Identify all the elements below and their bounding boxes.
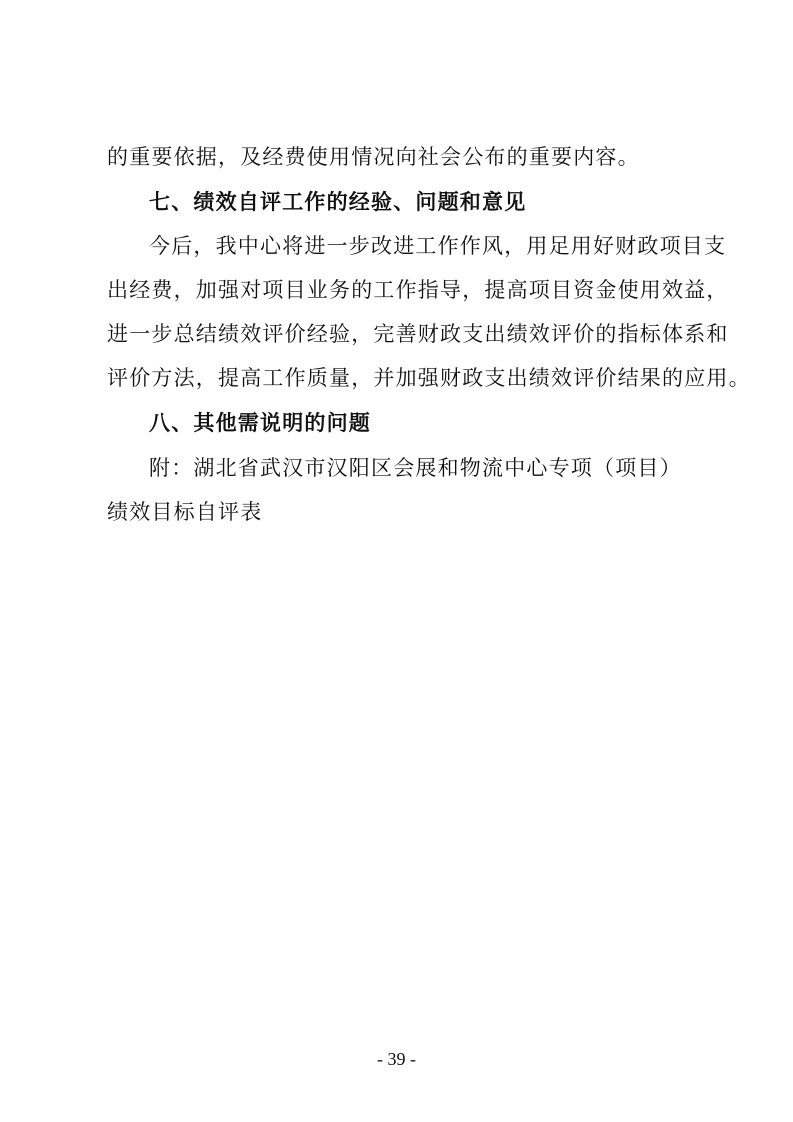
- section-heading-8: 八、其他需说明的问题: [149, 411, 371, 435]
- body-text-line: 的重要依据，及经费使用情况向社会公布的重要内容。: [107, 145, 640, 169]
- section-heading-7: 七、绩效自评工作的经验、问题和意见: [149, 190, 527, 214]
- body-text-line: 出经费，加强对项目业务的工作指导，提高项目资金使用效益，: [107, 278, 729, 302]
- body-text-line: 评价方法，提高工作质量，并加强财政支出绩效评价结果的应用。: [107, 366, 751, 390]
- page-number: - 39 -: [377, 1049, 416, 1069]
- body-text-line: 进一步总结绩效评价经验，完善财政支出绩效评价的指标体系和: [107, 322, 729, 346]
- attachment-note-continued: 绩效目标自评表: [107, 500, 263, 524]
- attachment-note: 附：湖北省武汉市汉阳区会展和物流中心专项（项目）: [149, 456, 682, 480]
- body-text-line: 今后，我中心将进一步改进工作作风，用足用好财政项目支: [149, 234, 727, 258]
